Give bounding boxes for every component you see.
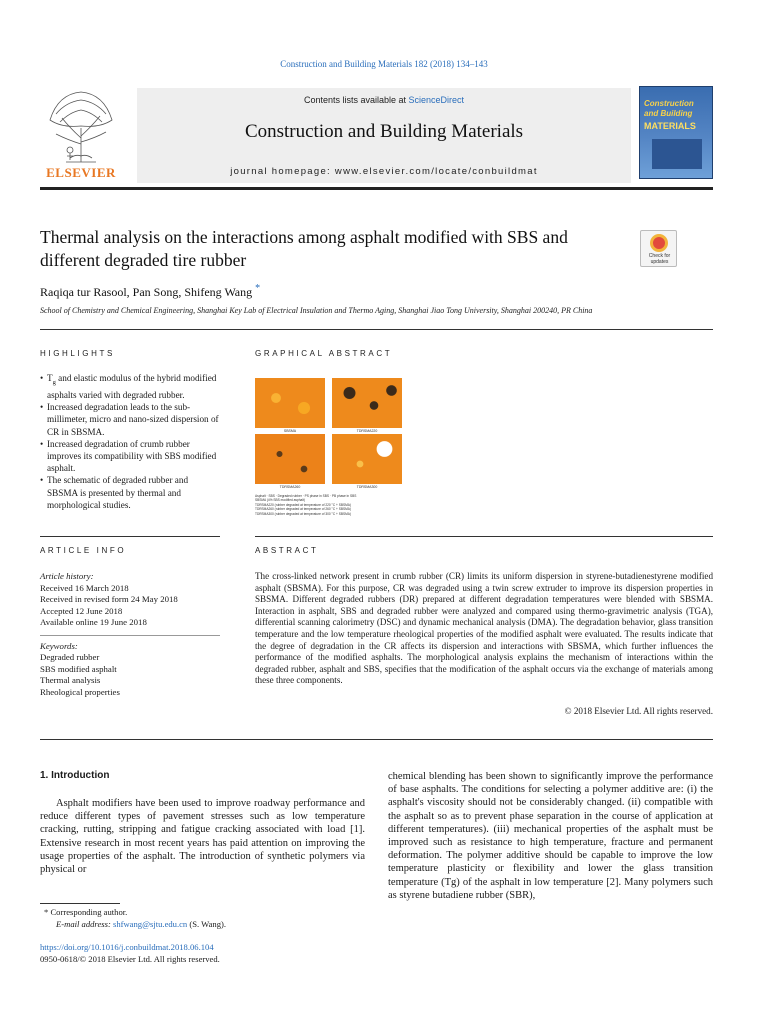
ga-panel-label: SBSMA — [283, 429, 297, 433]
ga-panel-label: TDRSMA220 — [356, 429, 378, 433]
abstract-heading: ABSTRACT — [255, 546, 319, 555]
bookmark-icon — [650, 234, 668, 252]
highlight-item: • Increased degradation leads to the sub-millimeter, micro and nano-sized dispersion of CR in SBSMA. — [40, 401, 220, 438]
journal-name: Construction and Building Materials — [244, 121, 524, 142]
graphical-abstract-heading: GRAPHICAL ABSTRACT — [255, 349, 393, 358]
ga-panel-label: TDRSMA260 — [279, 485, 301, 489]
cover-title: Construction and Building — [644, 99, 694, 118]
cover-subtitle: MATERIALS — [644, 121, 696, 131]
highlight-item: • $T_g$ and elastic modulus of the hybrid modified asphalts varied with degraded rubber. — [40, 372, 220, 401]
history-revised: Received in revised form 24 May 2018 — [40, 594, 178, 604]
contents-line: Contents lists available at ScienceDirect — [303, 95, 465, 105]
article-info — [40, 571, 220, 698]
graphical-abstract-figure[interactable] — [255, 376, 405, 526]
title-divider — [40, 329, 713, 330]
ga-panel-sbsma — [255, 378, 325, 428]
elsevier-wordmark: ELSEVIER — [46, 165, 116, 180]
intro-paragraph-right: chemical blending has been shown to significantly improve the performance of base asphalts. The conditions for selecting a polymer additive are: (i) the asphalt's viscosity should not be considerably changed. (ii) compatible with the asphalt so as to prevent phase separation in the course of application at different temperatures). (iii) mechanical properties of the asphalt must be improved such as resistance to high temperature, fracture and permanent deformation. The polymer additive should be capable to improve the low temperature plasticity or flexibility and lower the glass transition temperature (Tg) of the asphalt in low temperature [2]. Many polymers such as styrene butadiene rubber (SBR), — [388, 771, 713, 901]
footnote — [40, 907, 226, 931]
highlight-item: • The schematic of degraded rubber and SBSMA is presented by thermal and morphological studies. — [40, 474, 220, 511]
keywords-divider — [40, 635, 220, 636]
sciencedirect-link[interactable]: ScienceDirect — [408, 95, 465, 105]
keyword: Rheological properties — [40, 686, 120, 697]
journal-cover-thumbnail[interactable] — [639, 86, 713, 179]
abstract-copyright: © 2018 Elsevier Ltd. All rights reserved. — [564, 706, 713, 716]
check-updates-label: Check for updates — [648, 253, 671, 265]
article-info-heading: ARTICLE INFO — [40, 546, 127, 555]
corresponding-author-note: * Corresponding author. — [44, 907, 128, 917]
highlights-list — [40, 372, 220, 511]
journal-homepage[interactable]: journal homepage: www.elsevier.com/locate/conbuildmat — [230, 166, 538, 177]
ga-panel-tdrsma260 — [255, 434, 325, 484]
article-info-rule — [40, 536, 220, 537]
doi-block — [40, 942, 220, 966]
history-accepted: Accepted 12 June 2018 — [40, 605, 123, 616]
ga-panel-tdrsma300 — [332, 434, 402, 484]
history-label: Article history: — [40, 571, 94, 581]
keywords-label: Keywords: — [40, 640, 78, 651]
issn-line: 0950-0618/© 2018 Elsevier Ltd. All rights reserved. — [40, 953, 220, 964]
header-rule — [40, 187, 713, 190]
abstract-rule — [255, 536, 713, 537]
footnote-rule — [40, 903, 120, 904]
keyword: Thermal analysis — [40, 675, 101, 685]
history-online: Available online 19 June 2018 — [40, 617, 147, 627]
intro-paragraph-left: Asphalt modifiers have been used to improve roadway performance and reduce different types of pavement stresses such as low temperature cracking, rutting, stripping and fatigue cracking associated with load [1]. Extensive research in most recent years has paid attention on improving the usage properties of the asphalt. The introduction of synthetic polymers via physical or — [40, 798, 365, 876]
highlights-heading: HIGHLIGHTS — [40, 349, 115, 358]
corresponding-author-mark[interactable]: * — [255, 283, 261, 294]
cover-graphic — [652, 139, 702, 169]
keyword: SBS modified asphalt — [40, 663, 117, 674]
doi-link[interactable]: https://doi.org/10.1016/j.conbuildmat.2018.06.104 — [40, 942, 214, 952]
abstract-end-rule — [40, 739, 713, 740]
author-list: Raqiqa tur Rasool, Pan Song, Shifeng Wang * — [40, 283, 261, 299]
ga-legend: Asphalt · SBS · Degraded rubber · PS phase in SBS · PB phase in SBS SBSMA (4% SBS modified asphalt) TDRSMA220 (rubber degraded at temperature of 220 °C + SBSMA) TDRSMA260 (rubber degraded at temperature of 260 °C + SBSMA) TDRSMA300 (rubber degraded at temperature of 300 °C + SBSMA) — [255, 494, 357, 516]
email-line: E-mail address: shfwang@sjtu.edu.cn (S. Wang). — [56, 918, 227, 929]
keyword: Degraded rubber — [40, 652, 100, 662]
history-received: Received 16 March 2018 — [40, 582, 129, 593]
article-title: Thermal analysis on the interactions among asphalt modified with SBS and different degraded tire rubber — [40, 227, 568, 270]
ga-panel-tdrsma220 — [332, 378, 402, 428]
affiliation: School of Chemistry and Chemical Engineering, Shanghai Key Lab of Electrical Insulation and Thermo Aging, Shanghai Jiao Tong University, Shanghai 200240, PR China — [40, 306, 593, 315]
journal-citation[interactable]: Construction and Building Materials 182 (2018) 134–143 — [280, 59, 488, 69]
ga-panel-label: TDRSMA300 — [356, 485, 378, 489]
abstract-text: The cross-linked network present in crumb rubber (CR) limits its uniform dispersion in styrene-butadienestyrene modified asphalt (SBSMA). For this purpose, CR was degraded using a twin screw extruder to improve its dispersion properties in SBSMA. Different degraded rubbers (DR) prepared at different degradation temperatures were blended with SBSMA. Interaction in asphalt, SBS and degraded rubber were analyzed and compared using thermo-gravimetric analysis (TGA), differential scanning calorimetry (DSC) and dynamic mechanical analysis (DMA). The degradation behavior, glass transition temperature and the low temperature rheological properties of the modified asphalt were evaluated. The results indicate that the degree of degradation in the CR affects its dispersion and interactions with SBSMA, which further influences the performance of the modified asphalts. The morphological analysis explains the mechanism of interactions within the degraded rubber, asphalt and SBS, specifies that the modification of the asphalt occurs via the exchange of materials among these three components. — [255, 571, 713, 686]
check-for-updates-button[interactable] — [640, 230, 677, 267]
email-link[interactable]: shfwang@sjtu.edu.cn — [112, 918, 188, 929]
highlight-item: • Increased degradation of crumb rubber improves its compatibility with SBS modified asphalt. — [40, 438, 220, 475]
section-heading-introduction: 1. Introduction — [40, 770, 110, 781]
